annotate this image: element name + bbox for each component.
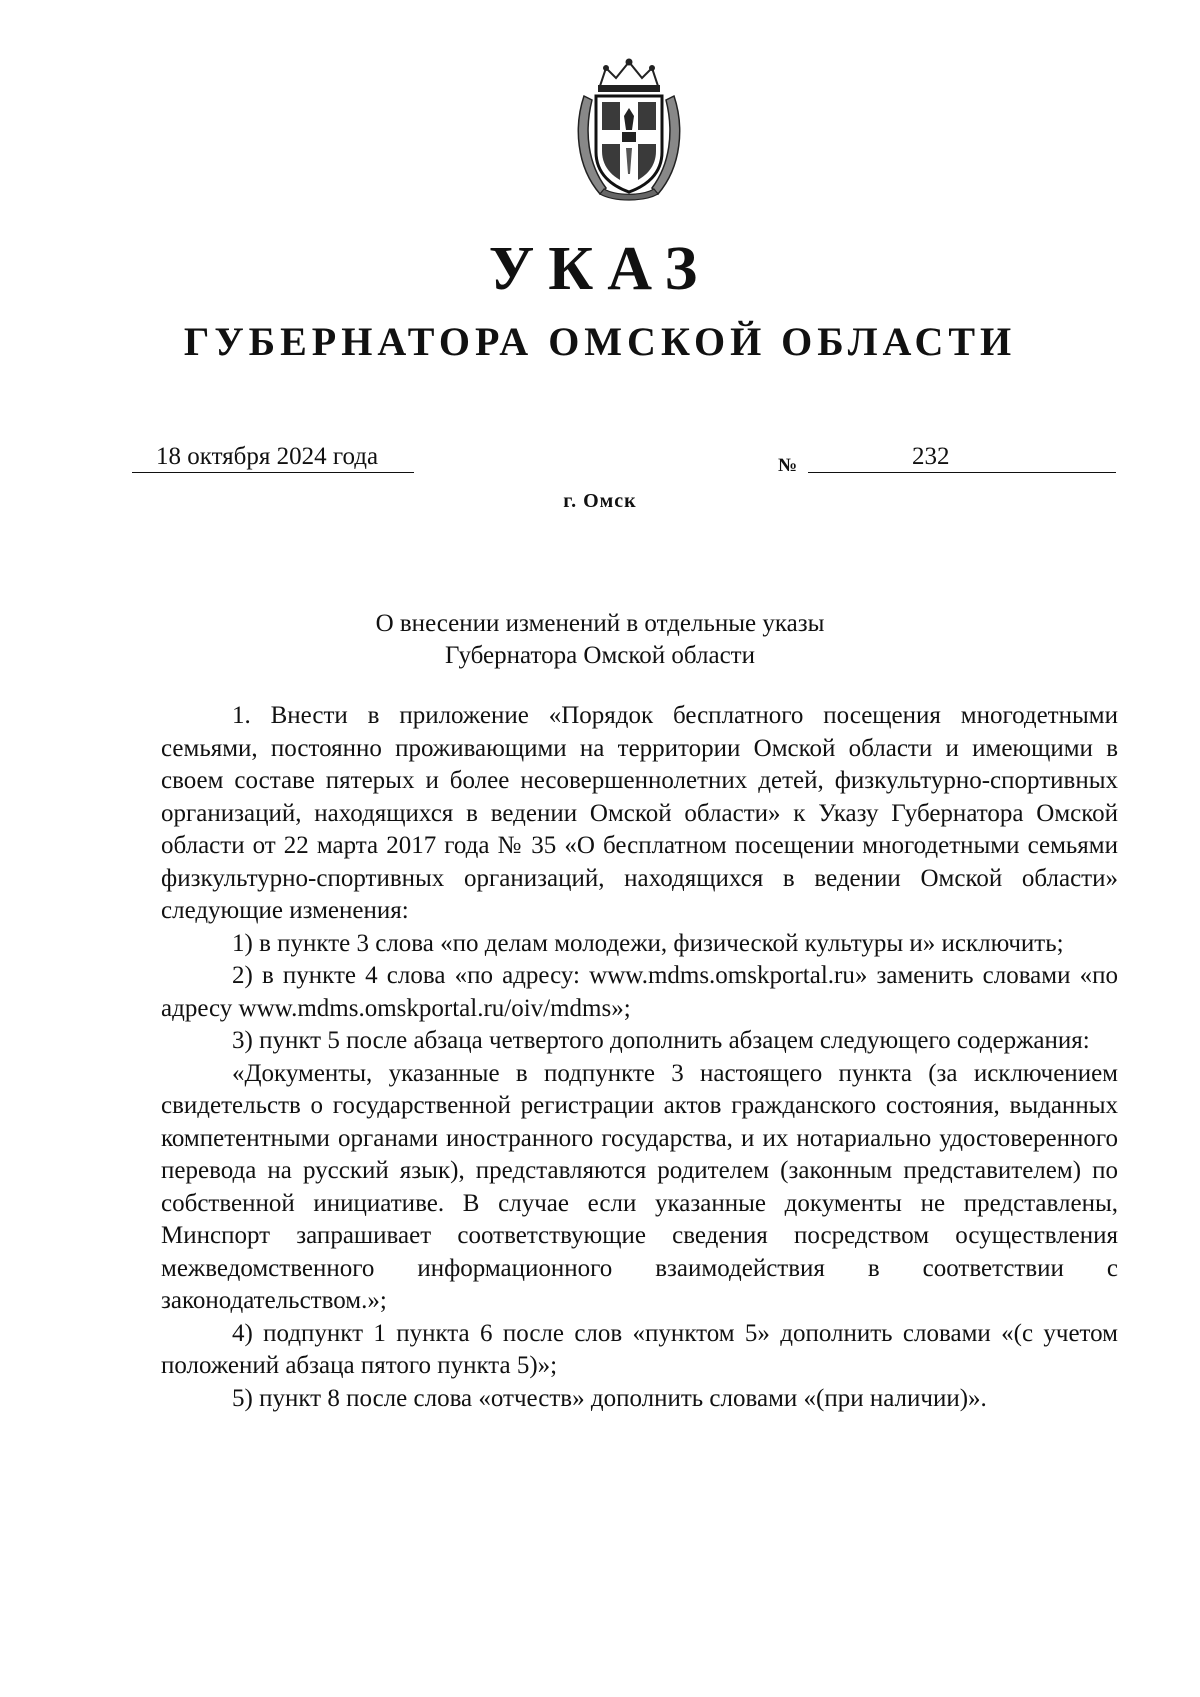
decree-heading-line: О внесении изменений в отдельные указы (375, 610, 825, 637)
decree-number-field (808, 440, 1116, 473)
body-paragraph: 4) подпункт 1 пункта 6 после слов «пунктом 5» дополнить словами «(с учетом положений абзаца пятого пункта 5)»; (161, 1319, 1118, 1379)
decree-body (161, 700, 1118, 1415)
body-paragraph: 1) в пункте 3 слова «по делам молодежи, физической культуры и» исключить; (232, 929, 1064, 957)
body-paragraph: 2) в пункте 4 слова «по адресу: www.mdms.omskportal.ru» заменить словами «по адресу www.mdms.omskportal.ru/oiv/mdms»; (161, 962, 1118, 1022)
decree-date: 18 октября 2024 года (156, 443, 379, 470)
body-paragraph: 3) пункт 5 после абзаца четвертого дополнить абзацем следующего содержания: (232, 1027, 1090, 1054)
decree-number: 232 (912, 443, 950, 470)
decree-heading (0, 608, 1200, 672)
body-paragraph: 5) пункт 8 после слова «отчеств» дополнить словами «(при наличии)». (232, 1384, 987, 1412)
document-title: УКАЗ (488, 235, 712, 303)
body-paragraph: 1. Внести в приложение «Порядок бесплатного посещения многодетными семьями, постоянно проживающими на территории Омской области и имеющими в своем составе пятерых и более несовершеннолетних детей, физкультурно-спортивных организаций, находящихся в ведении Омской области» к Указу Губернатора Омской области от 22 марта 2017 года № 35 «О бесплатном посещении многодетными семьями физкультурно-спортивных организаций, находящихся в ведении Омской области» следующие изменения: (161, 702, 1118, 924)
decree-heading-line: Губернатора Омской области (445, 642, 755, 669)
decree-date-field (132, 440, 414, 473)
coat-of-arms-icon (570, 56, 688, 204)
city-label: г. Омск (563, 490, 637, 512)
document-subtitle: ГУБЕРНАТОРА ОМСКОЙ ОБЛАСТИ (183, 319, 1017, 364)
body-paragraph: «Документы, указанные в подпункте 3 настоящего пункта (за исключением свидетельств о государственной регистрации актов гражданского состояния, выданных компетентными органами иностранного государства, и их нотариально удостоверенного перевода на русский язык), представляются родителем (законным представителем) по собственной инициативе. В случае если указанные документы не представлены, Минспорт запрашивает соответствующие сведения посредством осуществления межведомственного информационного взаимодействия в соответствии с законодательством.»; (161, 1059, 1118, 1314)
decree-number-label: № (778, 455, 798, 476)
